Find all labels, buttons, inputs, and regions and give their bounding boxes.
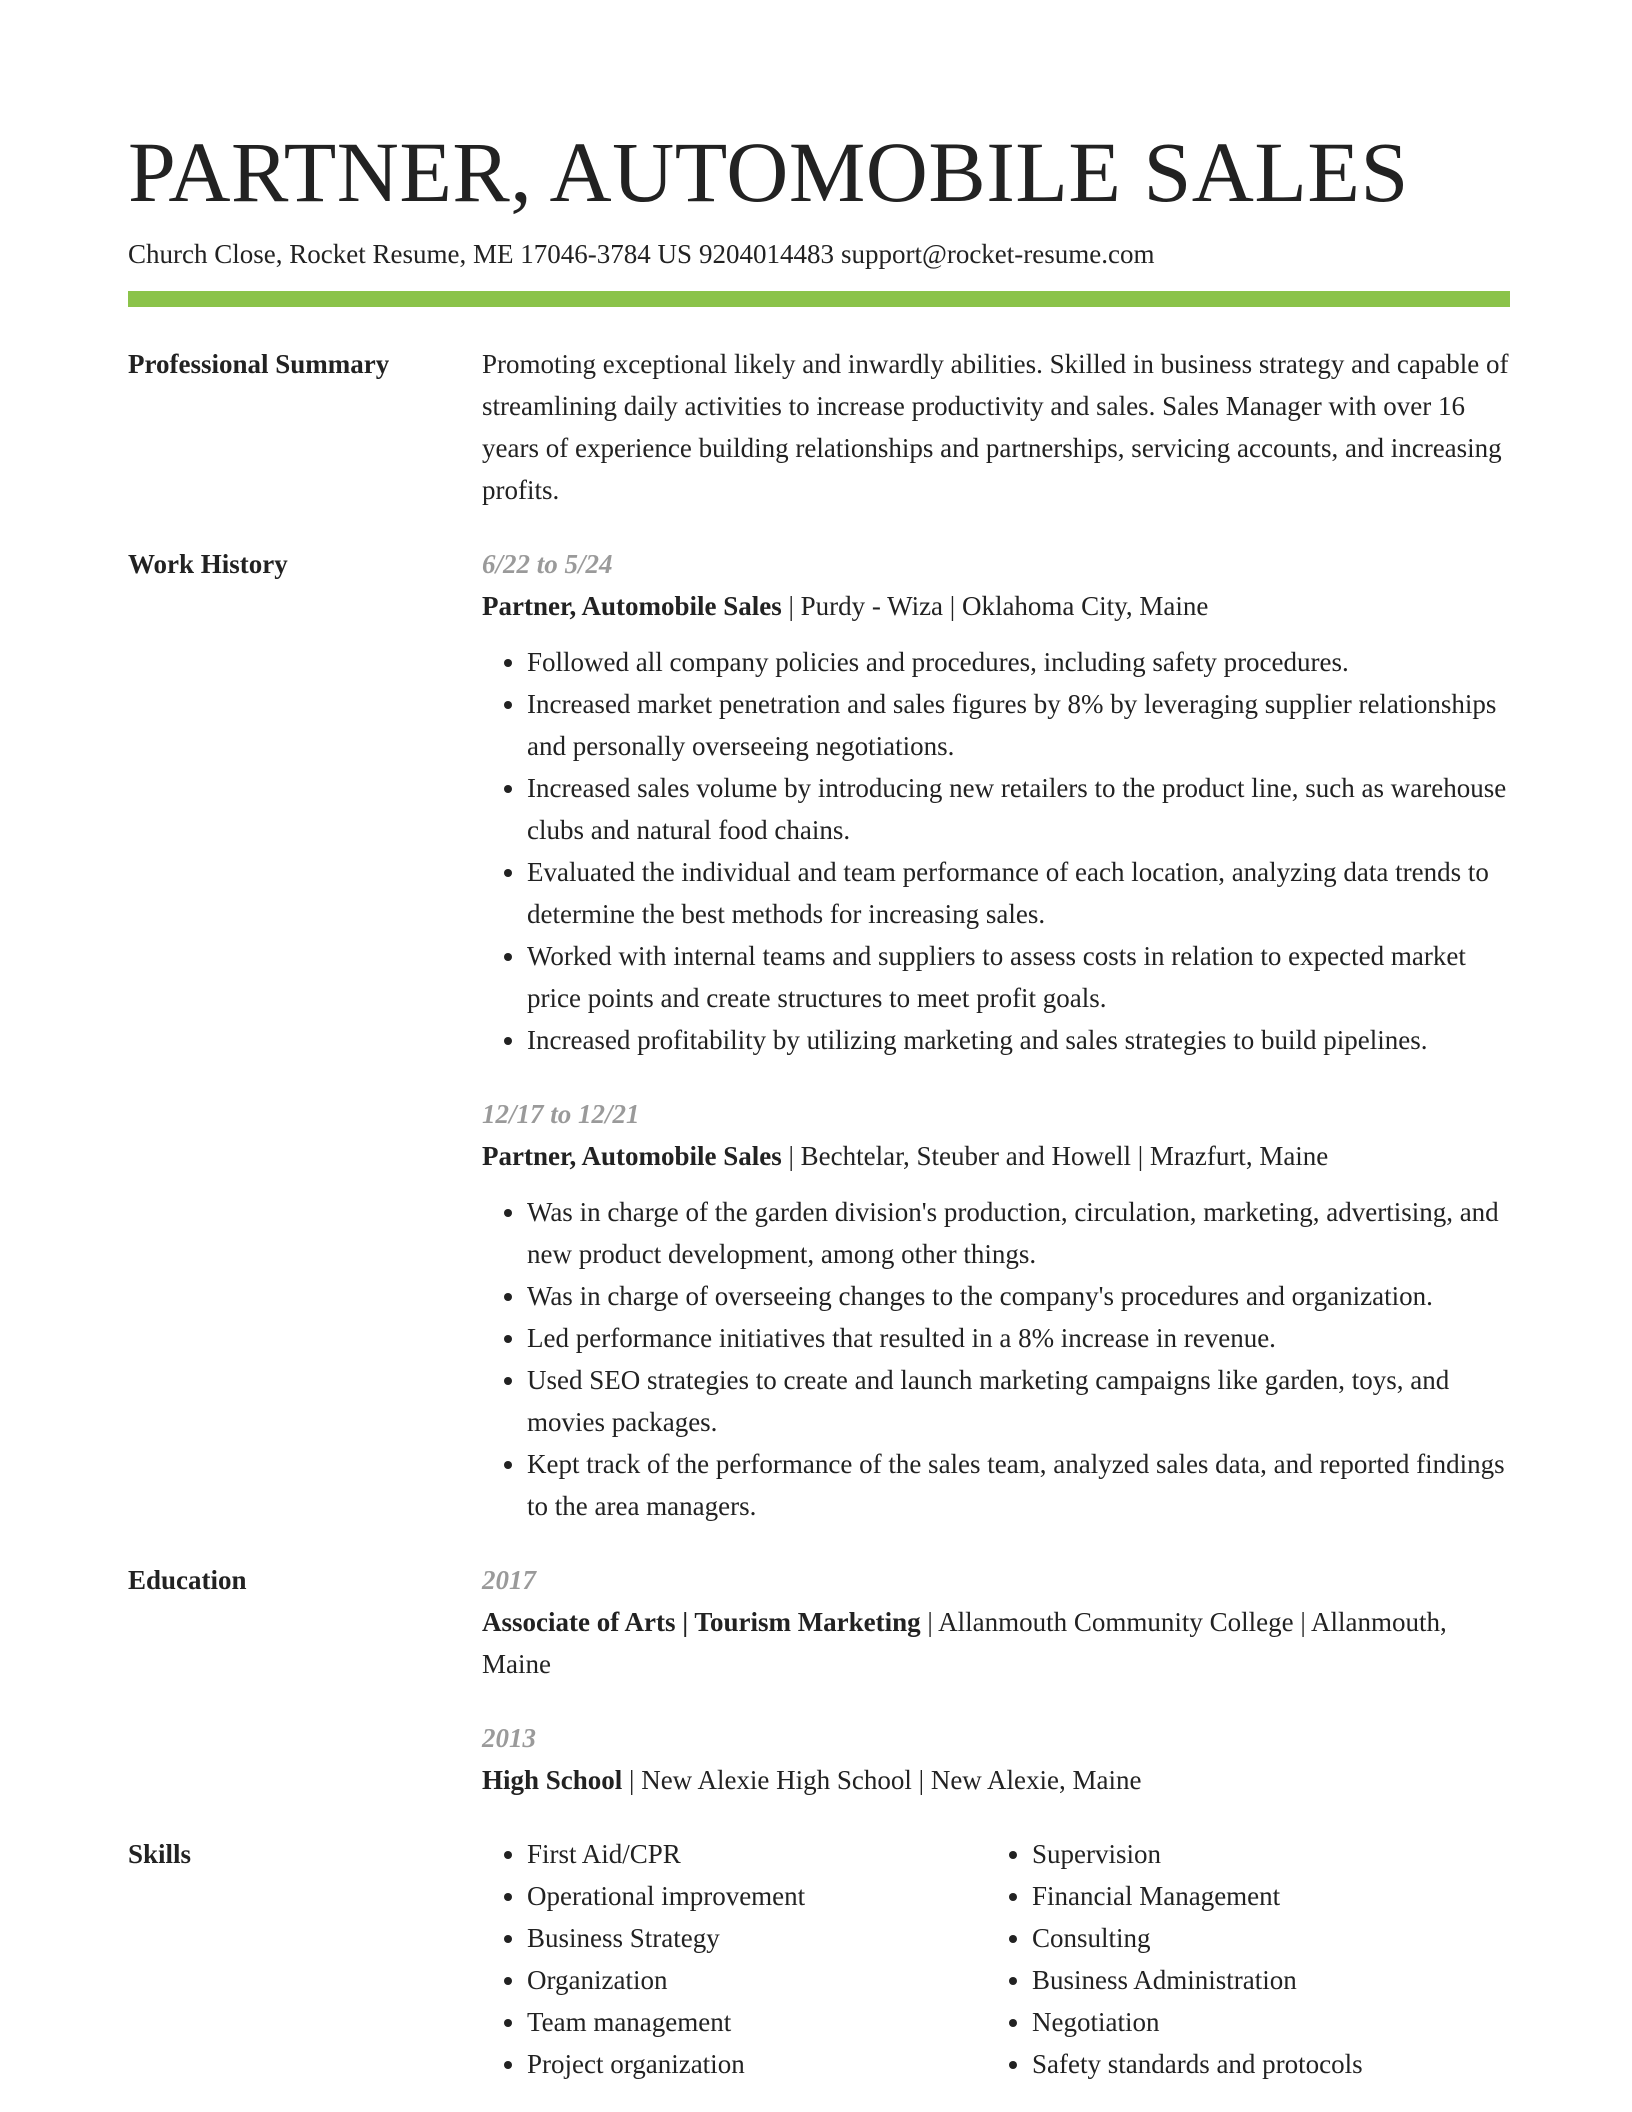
education-line xyxy=(482,1601,1510,1685)
education-degree: Associate of Arts | Tourism Marketing xyxy=(482,1607,921,1637)
list-item: • Kept track of the performance of the sales team, analyzed sales data, and reported findings to the area managers. xyxy=(527,1443,1510,1527)
education-section xyxy=(128,1559,1510,1801)
contact-line xyxy=(128,236,1510,272)
skill-item: • Operational improvement xyxy=(527,1875,987,1917)
education-degree: High School xyxy=(482,1765,623,1795)
list-item: • Worked with internal teams and suppliers to assess costs in relation to expected market price points and create structures to meet profit goals. xyxy=(527,935,1510,1019)
summary-section xyxy=(128,343,1510,511)
summary-text: Promoting exceptional likely and inwardly abilities. Skilled in business strategy and capable of streamlining daily activities to increase productivity and sales. Sales Manager with over 16 years of experience building relationships and partnerships, servicing accounts, and increasing profits. xyxy=(482,349,1509,505)
list-item: • Followed all company policies and procedures, including safety procedures. xyxy=(527,641,1510,683)
education-details: | New Alexie High School | New Alexie, Maine xyxy=(622,1765,1142,1795)
work-history-heading: Work History xyxy=(128,549,288,579)
skill-item: • Supervision xyxy=(1032,1833,1502,1875)
job-title-line xyxy=(482,1135,1510,1177)
education-year: 2013 xyxy=(482,1723,536,1753)
education-entry xyxy=(482,1559,1510,1685)
list-item: • Evaluated the individual and team performance of each location, analyzing data trends to determine the best methods for increasing sales. xyxy=(527,851,1510,935)
list-item: • Increased sales volume by introducing new retailers to the product line, such as warehouse clubs and natural food chains. xyxy=(527,767,1510,851)
skills-heading: Skills xyxy=(128,1839,192,1869)
skill-item: • Business Strategy xyxy=(527,1917,987,1959)
list-item: • Increased market penetration and sales figures by 8% by leveraging supplier relationships and personally overseeing negotiations. xyxy=(527,683,1510,767)
list-item: • Led performance initiatives that resulted in a 8% increase in revenue. xyxy=(527,1317,1510,1359)
list-item: • Increased profitability by utilizing marketing and sales strategies to build pipelines. xyxy=(527,1019,1510,1061)
job-title-line xyxy=(482,585,1510,627)
skill-item: • Project organization xyxy=(527,2043,987,2085)
job-title: Partner, Automobile Sales xyxy=(482,591,782,621)
education-year: 2017 xyxy=(482,1565,536,1595)
skills-list-left xyxy=(482,1833,987,2085)
job-bullets xyxy=(482,641,1510,1061)
education-details: | Allanmouth Community College | Allanmouth, Maine xyxy=(482,1607,1447,1679)
contact-phone: 9204014483 xyxy=(698,239,834,269)
skill-item: • Safety standards and protocols xyxy=(1032,2043,1502,2085)
job-title: Partner, Automobile Sales xyxy=(482,1141,782,1171)
contact-email: support@rocket-resume.com xyxy=(840,239,1155,269)
job-entry xyxy=(482,543,1510,1061)
skills-section xyxy=(128,1833,1510,2085)
education-entry xyxy=(482,1717,1510,1801)
skill-item: • Negotiation xyxy=(1032,2001,1502,2043)
skill-item: • Organization xyxy=(527,1959,987,2001)
job-details: | Bechtelar, Steuber and Howell | Mrazfurt, Maine xyxy=(781,1141,1329,1171)
resume-page xyxy=(128,0,1510,2085)
skills-list-right xyxy=(987,1833,1502,2085)
skills-columns xyxy=(482,1833,1510,2085)
skill-item: • Financial Management xyxy=(1032,1875,1502,1917)
contact-address: Church Close, Rocket Resume, ME 17046-3784 US xyxy=(128,239,692,269)
work-history-section xyxy=(128,543,1510,1527)
skill-item: • First Aid/CPR xyxy=(527,1833,987,1875)
list-item: • Was in charge of the garden division's production, circulation, marketing, advertising, and new product development, among other things. xyxy=(527,1191,1510,1275)
list-item: • Used SEO strategies to create and launch marketing campaigns like garden, toys, and movies packages. xyxy=(527,1359,1510,1443)
skill-item: • Team management xyxy=(527,2001,987,2043)
job-dates: 12/17 to 12/21 xyxy=(482,1099,640,1129)
job-bullets xyxy=(482,1191,1510,1527)
job-dates: 6/22 to 5/24 xyxy=(482,549,613,579)
job-entry xyxy=(482,1093,1510,1527)
resume-name: PARTNER, AUTOMOBILE SALES xyxy=(128,124,1409,220)
skill-item: • Consulting xyxy=(1032,1917,1502,1959)
header-divider xyxy=(128,291,1510,307)
skill-item: • Business Administration xyxy=(1032,1959,1502,2001)
job-details: | Purdy - Wiza | Oklahoma City, Maine xyxy=(781,591,1209,621)
summary-heading: Professional Summary xyxy=(128,349,390,379)
education-line xyxy=(482,1759,1510,1801)
list-item: • Was in charge of overseeing changes to the company's procedures and organization. xyxy=(527,1275,1510,1317)
education-heading: Education xyxy=(128,1565,247,1595)
